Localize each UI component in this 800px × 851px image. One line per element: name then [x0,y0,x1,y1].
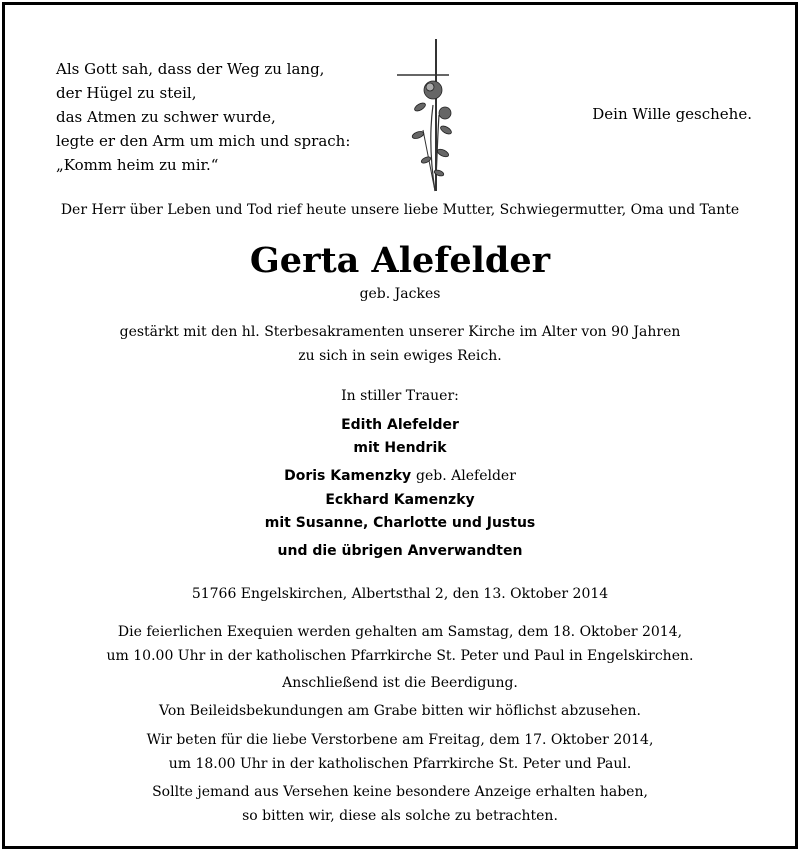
poem-line: „Komm heim zu mir.“ [56,156,219,174]
poem [56,57,350,177]
relatives-line: und die übrigen Anverwandten [277,543,523,559]
condolence-line: Von Beileidsbekundungen am Grabe bitten wir höflichst abzusehen. [159,703,641,719]
poem-line: das Atmen zu schwer wurde, [56,108,276,126]
deceased-name: Gerta Alefelder [249,240,551,281]
mourner-birth-name: geb. Alefelder [416,468,516,484]
burial-line: Anschließend ist die Beerdigung. [282,675,518,691]
mourner-name: Doris Kamenzky [284,468,412,484]
notice-line: Sollte jemand aus Versehen keine besondere Anzeige erhalten haben, [152,784,648,800]
poem-line: der Hügel zu steil, [56,84,197,102]
exequien-line: um 10.00 Uhr in der katholischen Pfarrkirche St. Peter und Paul in Engelskirchen. [106,648,694,664]
cross-with-rose-icon [393,35,453,195]
prayer-line: Wir beten für die liebe Verstorbene am Freitag, dem 17. Oktober 2014, [146,732,654,748]
mourner-name: Edith Alefelder [341,417,459,433]
mourner-name: mit Susanne, Charlotte und Justus [264,515,536,531]
sacrament-line: gestärkt mit den hl. Sterbesakramenten unserer Kirche im Alter von 90 Jahren [119,324,681,340]
exequien-line: Die feierlichen Exequien werden gehalten am Samstag, dem 18. Oktober 2014, [117,624,683,640]
mourner-name: Eckhard Kamenzky [325,492,475,508]
poem-line: legte er den Arm um mich und sprach: [56,132,351,150]
obituary-notice [2,2,798,849]
mourning-heading: In stiller Trauer: [341,388,459,404]
address-line: 51766 Engelskirchen, Albertsthal 2, den 13. Oktober 2014 [191,586,609,602]
poem-line: Als Gott sah, dass der Weg zu lang, [56,60,325,78]
prayer-line: um 18.00 Uhr in der katholischen Pfarrkirche St. Peter und Paul. [168,756,632,772]
birth-name: geb. Jackes [359,286,441,302]
mourner-name [5,468,795,484]
mourner-name: mit Hendrik [353,440,447,456]
sacrament-line: zu sich in sein ewiges Reich. [298,348,502,364]
intro-text: Der Herr über Leben und Tod rief heute unsere liebe Mutter, Schwiegermutter, Oma und Tante [60,202,740,218]
notice-line: so bitten wir, diese als solche zu betrachten. [242,808,558,824]
quote-right: Dein Wille geschehe. [592,105,752,123]
